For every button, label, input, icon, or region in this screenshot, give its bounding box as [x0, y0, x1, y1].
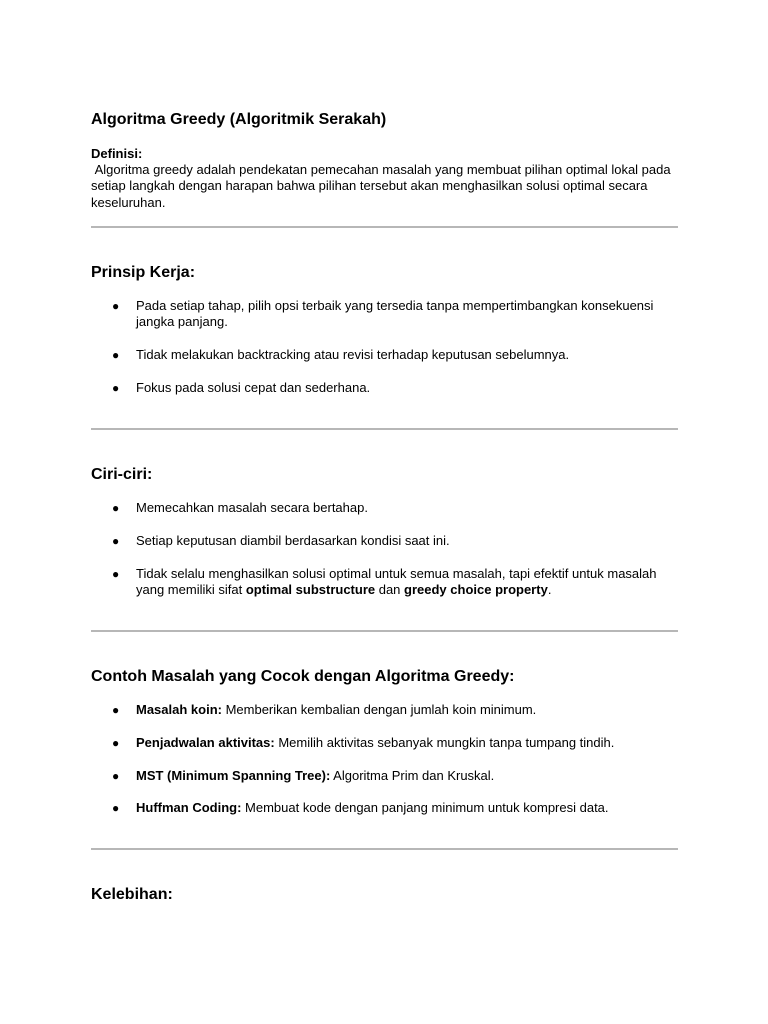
- term-greedy-choice-property: greedy choice property: [404, 581, 548, 597]
- list-item: [91, 768, 678, 784]
- list-item-text: Memecahkan masalah secara bertahap.: [136, 500, 368, 515]
- document-title: Algoritma Greedy (Algoritmik Serakah): [91, 111, 387, 128]
- bullet-icon: ●: [112, 501, 120, 515]
- bullet-icon: ●: [112, 299, 120, 313]
- list-item-text: Tidak melakukan backtracking atau revisi terhadap keputusan sebelumnya.: [136, 347, 570, 363]
- bullet-icon: ●: [112, 533, 120, 548]
- bullet-icon: ●: [112, 566, 120, 581]
- list-item: [91, 800, 678, 816]
- list-item: [91, 566, 678, 599]
- list-item-text: Setiap keputusan diambil berdasarkan kondisi saat ini.: [136, 532, 450, 548]
- list-item-label: Masalah koin:: [136, 702, 222, 717]
- list-item: [91, 298, 678, 331]
- section-divider: [91, 630, 678, 632]
- list-item-text: Memberikan kembalian dengan jumlah koin minimum.: [221, 702, 537, 717]
- list-item-text: Algoritma Prim dan Kruskal.: [330, 767, 495, 783]
- section-heading-kelebihan: Kelebihan:: [91, 886, 173, 903]
- bullet-icon: ●: [112, 703, 120, 717]
- list-item: [91, 735, 678, 751]
- bullet-icon: ●: [112, 801, 120, 816]
- list-item-text: Memilih aktivitas sebanyak mungkin tanpa tumpang tindih.: [274, 734, 615, 750]
- definition-label: Definisi:: [91, 146, 143, 161]
- list-item: [91, 500, 678, 516]
- list-item-text-middle: dan: [375, 581, 405, 597]
- list-item: [91, 702, 678, 718]
- term-optimal-substructure: optimal substructure: [245, 581, 376, 597]
- bullet-icon: ●: [112, 768, 120, 783]
- list-item-label: MST (Minimum Spanning Tree):: [136, 767, 331, 783]
- list-item-label: Penjadwalan aktivitas:: [136, 734, 275, 750]
- ciri-ciri-list: [91, 500, 678, 615]
- list-item: [91, 533, 678, 549]
- section-heading-prinsip-kerja: Prinsip Kerja:: [91, 264, 196, 281]
- contoh-masalah-list: [91, 702, 678, 833]
- list-item-text-before: Tidak selalu menghasilkan solusi optimal untuk semua masalah, tapi efektif untuk masalah yang memiliki sifat: [136, 565, 657, 597]
- list-item-label: Huffman Coding:: [136, 800, 242, 816]
- section-divider: [91, 848, 678, 850]
- list-item: [91, 347, 678, 363]
- section-divider: [91, 226, 678, 228]
- list-item-text: Pada setiap tahap, pilih opsi terbaik yang tersedia tanpa mempertimbangkan konsekuensi jangka panjang.: [136, 298, 654, 330]
- section-divider: [91, 428, 678, 430]
- bullet-icon: ●: [112, 348, 120, 363]
- prinsip-kerja-list: [91, 298, 678, 413]
- list-item-text-after: .: [547, 581, 552, 597]
- definition-text: Algoritma greedy adalah pendekatan pemecahan masalah yang membuat pilihan optimal lokal pada setiap langkah dengan harapan bahwa pilihan tersebut akan menghasilkan solusi optimal secara keseluruhan.: [91, 162, 675, 210]
- section-heading-contoh-masalah: Contoh Masalah yang Cocok dengan Algoritma Greedy:: [91, 668, 515, 685]
- section-heading-ciri-ciri: Ciri-ciri:: [91, 466, 153, 483]
- list-item-text: Membuat kode dengan panjang minimum untuk kompresi data.: [241, 800, 609, 816]
- list-item: [91, 380, 678, 396]
- bullet-icon: ●: [112, 735, 120, 750]
- bullet-icon: ●: [112, 380, 120, 395]
- list-item-text: Fokus pada solusi cepat dan sederhana.: [136, 379, 371, 395]
